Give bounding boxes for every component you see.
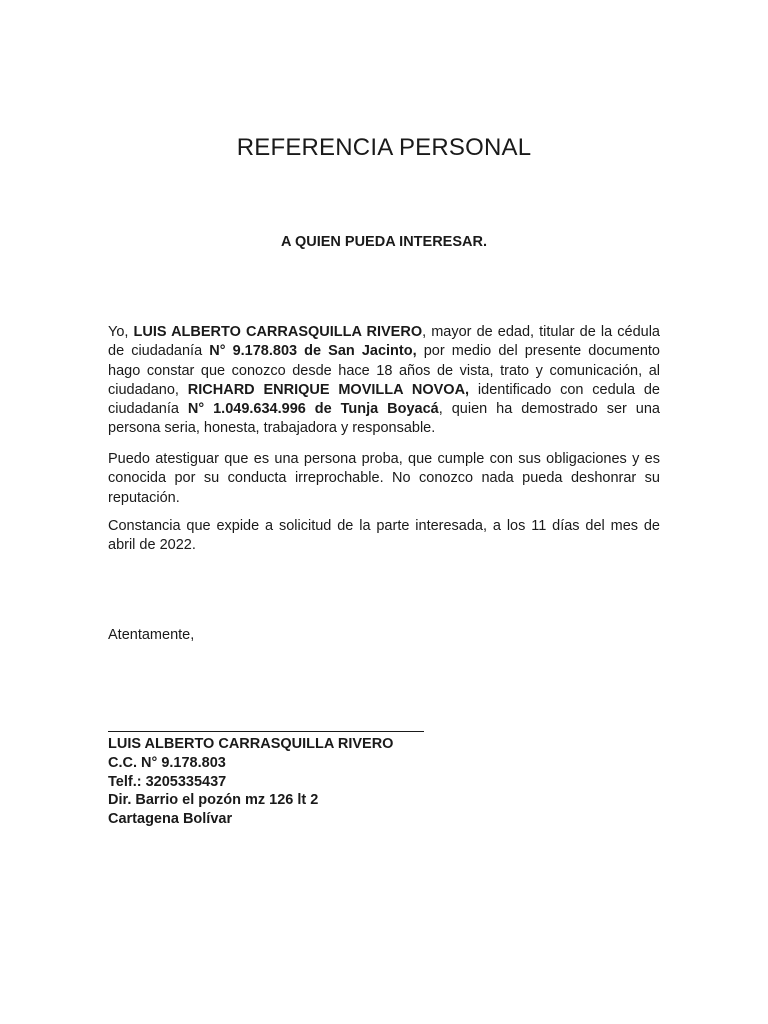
signer-name: LUIS ALBERTO CARRASQUILLA RIVERO — [108, 736, 394, 752]
signer-address: Dir. Barrio el pozón mz 126 lt 2 — [108, 792, 319, 809]
referee-name: LUIS ALBERTO CARRASQUILLA RIVERO — [133, 324, 423, 340]
signer-city: Cartagena Bolívar — [108, 811, 233, 828]
paragraph-text: , quien ha demostrado ser una persona seria, honesta, trabajadora y responsable. — [108, 401, 660, 437]
paragraph-text: Yo, — [108, 324, 134, 340]
paragraph-constancy: Constancia que expide a solicitud de la parte interesada, a los 11 días del mes de abril de 2022. — [108, 518, 660, 554]
referenced-person-name: RICHARD ENRIQUE MOVILLA NOVOA, — [187, 381, 470, 398]
paragraph-reference — [108, 323, 660, 439]
paragraph-testimony: Puedo atestiguar que es una persona proba, que cumple con sus obligaciones y es conocida por su conducta irreprochable. No conozco nada pueda deshonrar su reputación. — [108, 451, 660, 506]
signature-line — [108, 731, 424, 732]
referenced-person-id: N° 1.049.634.996 de Tunja Boyacá — [187, 401, 439, 418]
salutation: A QUIEN PUEDA INTERESAR. — [281, 234, 487, 250]
signer-id: C.C. N° 9.178.803 — [108, 754, 226, 771]
closing: Atentamente, — [108, 627, 195, 643]
referee-id: N° 9.178.803 de San Jacinto, — [209, 343, 417, 360]
paragraph-text: por medio del presente documento hago constar que conozco desde hace 18 años de vista, trato y comunicación, al ciudadano, — [108, 343, 660, 398]
signature-block — [108, 735, 393, 829]
paragraph-text: , mayor de edad, titular de la cédula de ciudadanía — [108, 324, 660, 360]
paragraph-text: identificado con cedula de ciudadanía — [108, 381, 660, 418]
signer-phone: Telf.: 3205335437 — [108, 773, 227, 790]
document-title: REFERENCIA PERSONAL — [236, 134, 532, 161]
